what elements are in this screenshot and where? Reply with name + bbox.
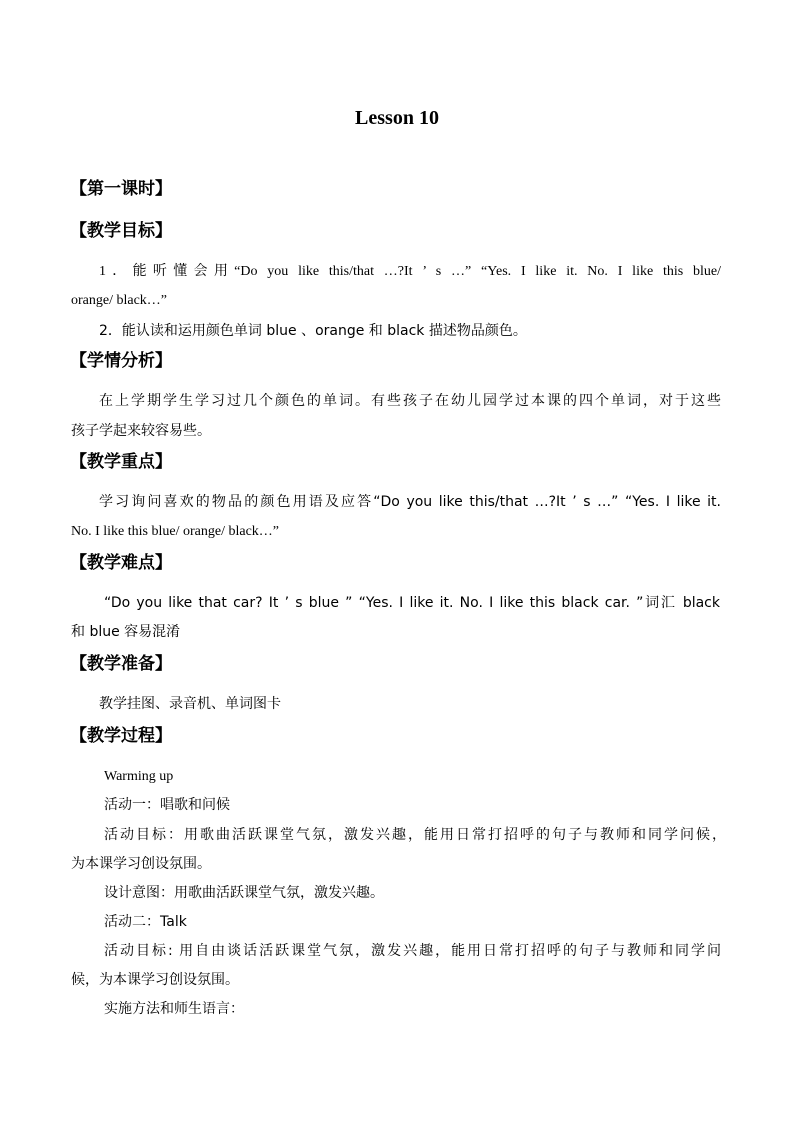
process-line-9: 实施方法和师生语言： xyxy=(104,1001,244,1017)
key-points-line-1: 学习询问喜欢的物品的颜色用语及应答“Do you like this/that …?It ’ s …” “Yes. I like it. xyxy=(99,494,721,510)
process-line-3: 活动目标：用歌曲活跃课堂气氛，激发兴趣，能用日常打招呼的句子与教师和同学问候， xyxy=(104,827,726,843)
heading-first-period: 【第一课时】 xyxy=(70,179,172,199)
difficulties-line-2: 和 blue 容易混淆 xyxy=(71,624,181,640)
difficulties-line-1: “Do you like that car? It ’ s blue ” “Yes. I like it. No. I like this black car. ”词汇 black xyxy=(104,595,720,611)
process-line-8: 候，为本课学习创设氛围。 xyxy=(71,972,239,988)
document-title: Lesson 10 xyxy=(355,107,439,129)
heading-key-points: 【教学重点】 xyxy=(70,452,172,472)
process-line-6: 活动二：Talk xyxy=(104,914,187,930)
objectives-line-1: 1．能听懂会用“Do you like this/that …?It ’ s …” “Yes. I like it. No. I like this blue/ xyxy=(99,264,721,279)
process-line-1: Warming up xyxy=(104,769,174,784)
objectives-line-3: 2．能认读和运用颜色单词 blue 、orange 和 black 描述物品颜色。 xyxy=(99,323,527,339)
key-points-line-2: No. I like this blue/ orange/ black…” xyxy=(71,524,279,539)
process-line-2: 活动一：唱歌和问候 xyxy=(104,797,230,813)
heading-analysis: 【学情分析】 xyxy=(70,351,172,371)
process-line-5: 设计意图：用歌曲活跃课堂气氛，激发兴趣。 xyxy=(104,885,384,901)
heading-process: 【教学过程】 xyxy=(70,726,172,746)
heading-difficulties: 【教学难点】 xyxy=(70,553,172,573)
preparation-line-1: 教学挂图、录音机、单词图卡 xyxy=(99,696,281,712)
analysis-line-1: 在上学期学生学习过几个颜色的单词。有些孩子在幼儿园学过本课的四个单词，对于这些 xyxy=(99,393,721,409)
analysis-line-2: 孩子学起来较容易些。 xyxy=(71,423,211,439)
objectives-line-2: orange/ black…” xyxy=(71,293,168,308)
heading-preparation: 【教学准备】 xyxy=(70,654,172,674)
process-line-4: 为本课学习创设氛围。 xyxy=(71,856,211,872)
heading-objectives: 【教学目标】 xyxy=(70,221,172,241)
process-line-7: 活动目标: 用自由谈话活跃课堂气氛，激发兴趣，能用日常打招呼的句子与教师和同学问 xyxy=(104,943,721,959)
